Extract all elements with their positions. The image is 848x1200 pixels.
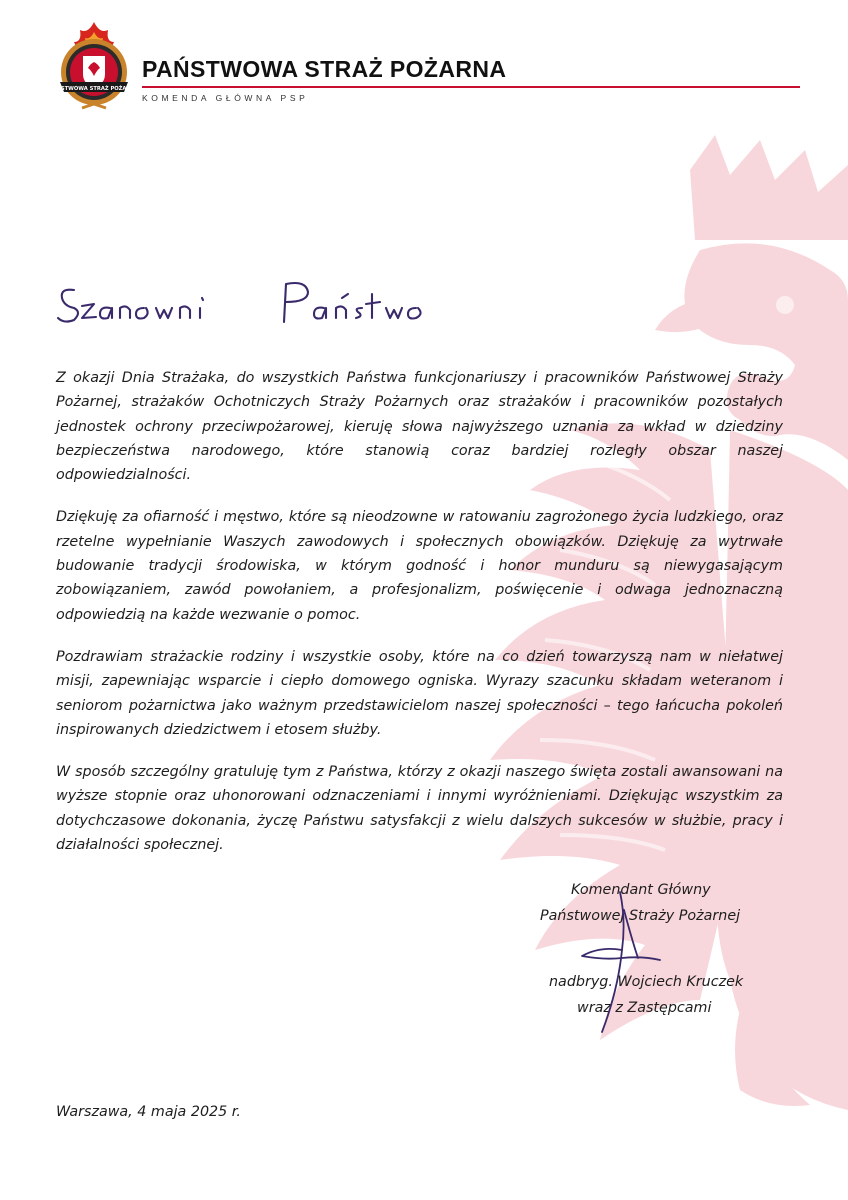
handwritten-salutation xyxy=(52,270,472,340)
letterhead xyxy=(49,20,816,115)
paragraph-4: W sposób szczególny gratuluję tym z Państwa, którzy z okazji naszego święta zostali awansowani na wyższe stopnie oraz uhonorowani odznaczeniami i innymi wyróżnieniami. Dziękując wszystkim za dotychczasowe dokonania, życzę Państwu satysfakcji z wielu dalszych sukcesów w służbie, pracy i działalności społecznej. xyxy=(56,764,783,854)
signatory-title-line1: Komendant Główny xyxy=(571,882,711,898)
organization-name: PAŃSTWOWA STRAŻ POŻARNA xyxy=(142,56,507,82)
signatory-with-deputies: wraz z Zastępcami xyxy=(577,1000,712,1016)
salutation xyxy=(52,270,472,340)
emblem-banner-text: PAŃSTWOWA STRAŻ POŻARNA xyxy=(49,86,139,92)
place-and-date: Warszawa, 4 maja 2025 r. xyxy=(56,1104,241,1120)
psp-emblem-icon xyxy=(49,20,139,112)
signatory-name: nadbryg. Wojciech Kruczek xyxy=(549,974,744,990)
paragraph-1: Z okazji Dnia Strażaka, do wszystkich Państwa funkcjonariuszy i pracowników Państwowej Straży Pożarnej, strażaków Ochotniczych Straży Pożarnych oraz strażaków i pracowników pozostałych jednostek ochrony przeciwpożarowej, kieruję słowa najwyższego uznania za wkład w dziedziny bezpieczeństwa narodowego, które stanowią coraz bardziej rozległy obszar naszej odpowiedzialności. xyxy=(56,370,783,484)
letter-body xyxy=(56,366,783,875)
paragraph-3: Pozdrawiam strażackie rodziny i wszystkie osoby, które na co dzień towarzyszą nam w niełatwej misji, zapewniając wsparcie i ciepło domowego ogniska. Wyrazy szacunku składam weteranom i seniorom pożarnictwa jako ważnym przedstawicielom naszej społeczności – tego łańcucha pokoleń inspirowanych dziedzictwem i etosem służby. xyxy=(56,648,783,738)
paragraph-2: Dziękuję za ofiarność i męstwo, które są nieodzowne w ratowaniu zagrożonego życia ludzkiego, oraz rzetelne wypełnianie Waszych zawodowych i społecznych obowiązków. Dziękuję za wytrwałe budowanie tradycji środowiska, w którym godność i honor munduru są niewygasającym zobowiązaniem, zawód powołaniem, a profesjonalizm, poświęcenie i odwaga jednoznaczną odpowiedzią na każde wezwanie o pomoc. xyxy=(56,509,783,623)
organization-subtitle: KOMENDA GŁÓWNA PSP xyxy=(142,93,309,103)
signatory-title-line2: Państwowej Straży Pożarnej xyxy=(540,908,741,924)
handwritten-signature xyxy=(560,880,700,1040)
header-divider xyxy=(142,86,800,88)
